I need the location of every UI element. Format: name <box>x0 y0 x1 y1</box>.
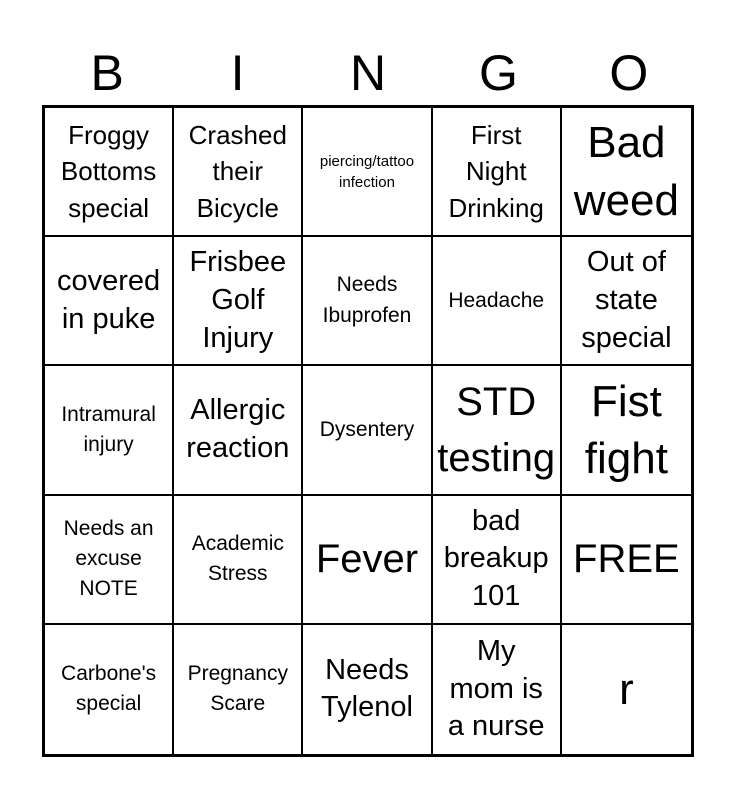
bingo-cell-r1-c1[interactable] <box>45 108 174 237</box>
bingo-cell-label: Needs Ibuprofen <box>322 273 412 327</box>
bingo-cell-label: Needs Tylenol <box>321 653 413 724</box>
bingo-cell-label: Fever <box>315 537 419 582</box>
bingo-board <box>42 105 694 757</box>
bingo-cell-r2-c2[interactable] <box>174 237 303 366</box>
bingo-cell-r1-c5[interactable] <box>562 108 691 237</box>
bingo-cell-r3-c2[interactable] <box>174 366 303 495</box>
bingo-cell-r1-c2[interactable] <box>174 108 303 237</box>
bingo-cell-label: Carbone's special <box>61 661 157 716</box>
bingo-cell-label: piercing/tattoo infection <box>319 152 415 191</box>
bingo-cell-r5-c2[interactable] <box>174 625 303 754</box>
bingo-cell-r3-c1[interactable] <box>45 366 174 495</box>
bingo-cell-label: Intramural injury <box>61 402 156 456</box>
bingo-cell-r4-c3[interactable] <box>303 496 432 625</box>
bingo-cell-r5-c5[interactable] <box>562 625 691 754</box>
bingo-cell-r4-c2[interactable] <box>174 496 303 625</box>
bingo-cell-label: Crashed their Bicycle <box>188 120 287 223</box>
bingo-cell-label: covered in puke <box>57 265 161 335</box>
bingo-cell-label: Pregnancy Scare <box>187 661 288 716</box>
header-letter-g: G <box>478 45 518 101</box>
bingo-cell-label: Headache <box>448 288 545 312</box>
bingo-cell-label: Needs an excuse NOTE <box>63 516 154 601</box>
bingo-cell-r2-c1[interactable] <box>45 237 174 366</box>
bingo-cell-label: Academic Stress <box>191 531 284 586</box>
bingo-cell-r3-c5[interactable] <box>562 366 691 495</box>
bingo-cell-r4-c5[interactable] <box>562 496 691 625</box>
bingo-cell-label: FREE <box>573 537 680 582</box>
bingo-cell-r4-c4[interactable] <box>433 496 562 625</box>
bingo-cell-r5-c3[interactable] <box>303 625 432 754</box>
bingo-cell-label: bad breakup 101 <box>443 504 549 613</box>
bingo-header <box>42 40 694 106</box>
bingo-cell-label: Fist fight <box>584 376 668 483</box>
bingo-cell-r2-c3[interactable] <box>303 237 432 366</box>
bingo-cell-label: r <box>619 664 634 714</box>
bingo-cell-r3-c4[interactable] <box>433 366 562 495</box>
bingo-cell-label: Out of state special <box>581 246 672 354</box>
bingo-cell-label: STD testing <box>437 379 556 480</box>
bingo-cell-label: Froggy Bottoms special <box>60 120 157 223</box>
bingo-cell-r3-c3[interactable] <box>303 366 432 495</box>
bingo-cell-r5-c4[interactable] <box>433 625 562 754</box>
bingo-cell-label: Bad weed <box>573 118 679 225</box>
bingo-cell-label: First Night Drinking <box>448 120 544 223</box>
bingo-cell-r1-c4[interactable] <box>433 108 562 237</box>
bingo-cell-label: Dysentery <box>319 417 415 441</box>
bingo-cell-r5-c1[interactable] <box>45 625 174 754</box>
bingo-cell-r2-c4[interactable] <box>433 237 562 366</box>
header-letter-o: O <box>609 45 649 101</box>
bingo-cell-label: Allergic reaction <box>186 394 290 464</box>
header-letter-n: N <box>349 45 387 101</box>
bingo-cell-r2-c5[interactable] <box>562 237 691 366</box>
bingo-cell-label: Frisbee Golf Injury <box>189 246 287 354</box>
header-letter-b: B <box>90 45 124 101</box>
bingo-cell-label: My mom is a nurse <box>447 634 545 743</box>
bingo-cell-r4-c1[interactable] <box>45 496 174 625</box>
bingo-cell-r1-c3[interactable] <box>303 108 432 237</box>
header-letter-i: I <box>230 45 245 101</box>
